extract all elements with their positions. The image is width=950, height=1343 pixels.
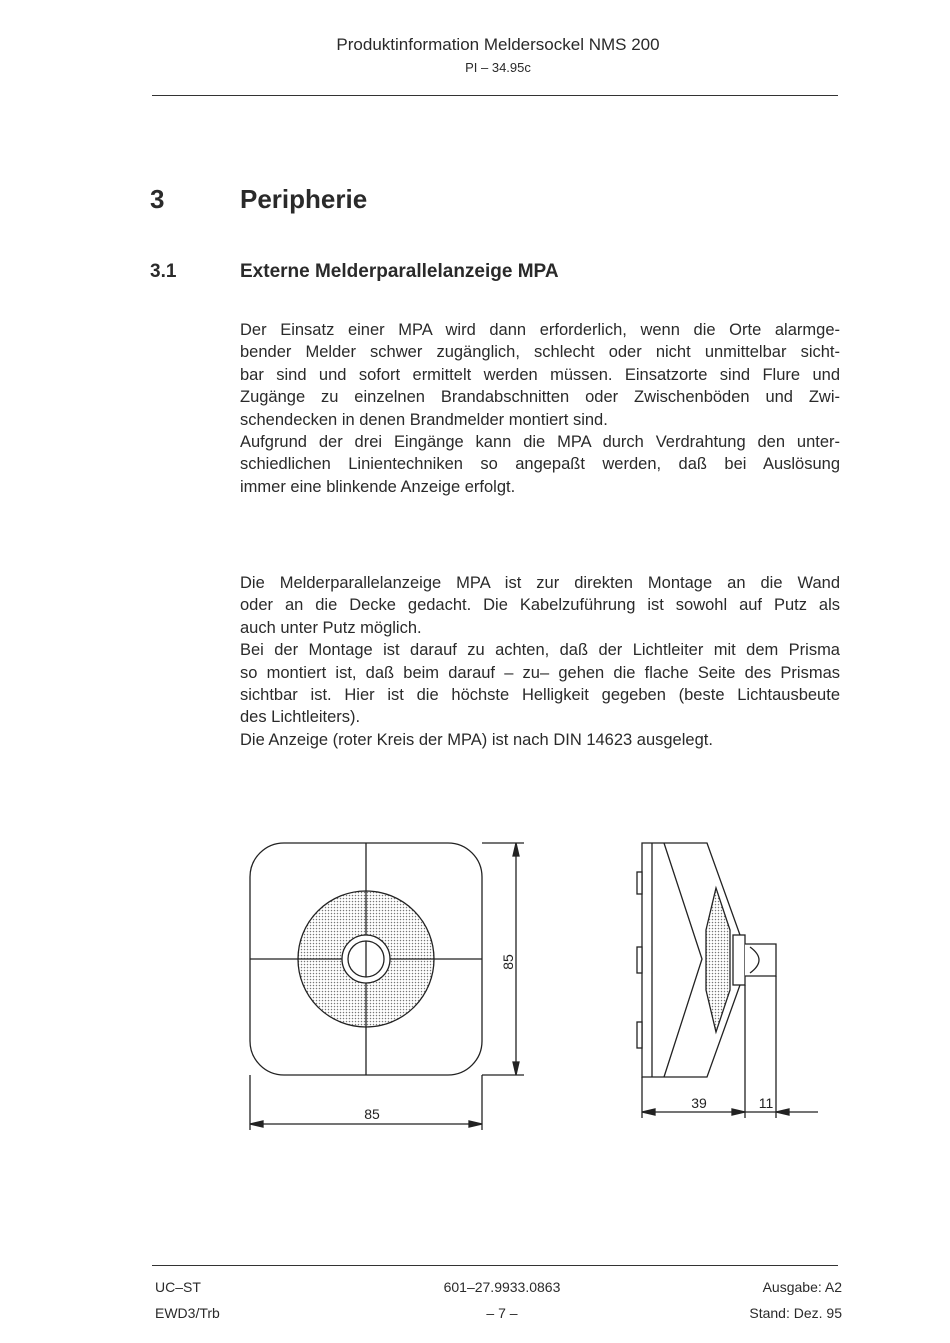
- text-line: schendecken in denen Brandmelder montiert sind.: [240, 410, 608, 429]
- footer-page-number: – 7 –: [486, 1305, 518, 1321]
- subsection-title: Externe Melderparallelanzeige MPA: [240, 261, 559, 282]
- text-line: Die Melderparallelanzeige MPA ist zur direkten Montage an die Wand: [240, 574, 840, 592]
- dimension-label-height: 85: [500, 954, 516, 970]
- side-view-shaded-ring: [706, 888, 730, 1032]
- text-line: schiedlichen Linientechniken so angepaßt werden, daß bei Auslösung: [240, 455, 840, 474]
- footer-edition: Ausgabe: A2: [762, 1279, 842, 1295]
- text-line: oder an die Decke gedacht. Die Kabelzuführung ist sowohl auf Putz als: [240, 596, 840, 615]
- section-title: Peripherie: [240, 184, 368, 214]
- dimension-label-depth: 39: [691, 1095, 707, 1111]
- text-line: so montiert ist, daß beim darauf – zu– gehen die flache Seite des Prismas: [240, 663, 840, 682]
- side-view-wall-tab: [637, 872, 642, 894]
- prism: [745, 944, 776, 976]
- text-line: des Lichtleiters).: [240, 708, 361, 727]
- text-line: sichtbar ist. Hier ist die höchste Helligkeit gegeben (beste Lichtausbeute: [240, 686, 840, 705]
- header-title: Produktinformation Meldersockel NMS 200: [336, 35, 660, 54]
- text-line: Die Anzeige (roter Kreis der MPA) ist nach DIN 14623 ausgelegt.: [240, 730, 713, 749]
- section-number: 3: [150, 184, 165, 214]
- text-line: Der Einsatz einer MPA wird dann erforderlich, wenn die Orte alarmge-: [240, 321, 840, 339]
- text-line: bar sind und sofort ermittelt werden müssen. Einsatzorte sind Flure und: [240, 365, 840, 384]
- footer-author: EWD3/Trb: [155, 1305, 220, 1321]
- dimension-label-width: 85: [364, 1106, 380, 1122]
- light-guide: [733, 935, 745, 985]
- footer-rule: [152, 1265, 838, 1266]
- header-document-number: PI – 34.95c: [465, 60, 531, 75]
- subsection-number: 3.1: [150, 261, 177, 282]
- text-line: Aufgrund der drei Eingänge kann die MPA durch Verdrahtung den unter-: [240, 433, 840, 452]
- text-line: Bei der Montage ist darauf zu achten, daß der Lichtleiter mit dem Prisma: [240, 641, 840, 660]
- text-line: auch unter Putz möglich.: [240, 618, 422, 637]
- side-view-wall-tab: [637, 1022, 642, 1048]
- footer-department: UC–ST: [155, 1279, 201, 1295]
- dimension-label-prism: 11: [758, 1095, 774, 1111]
- text-line: immer eine blinkende Anzeige erfolgt.: [240, 477, 516, 496]
- side-view-wall-tab: [637, 947, 642, 973]
- footer-date: Stand: Dez. 95: [749, 1305, 842, 1321]
- text-line: Zugänge zu einzelnen Brandabschnitten oder Zwischenböden und Zwi-: [240, 388, 840, 407]
- footer-document-code: 601–27.9933.0863: [443, 1279, 561, 1295]
- text-line: bender Melder schwer zugänglich, schlecht oder nicht unmittelbar sicht-: [240, 343, 840, 362]
